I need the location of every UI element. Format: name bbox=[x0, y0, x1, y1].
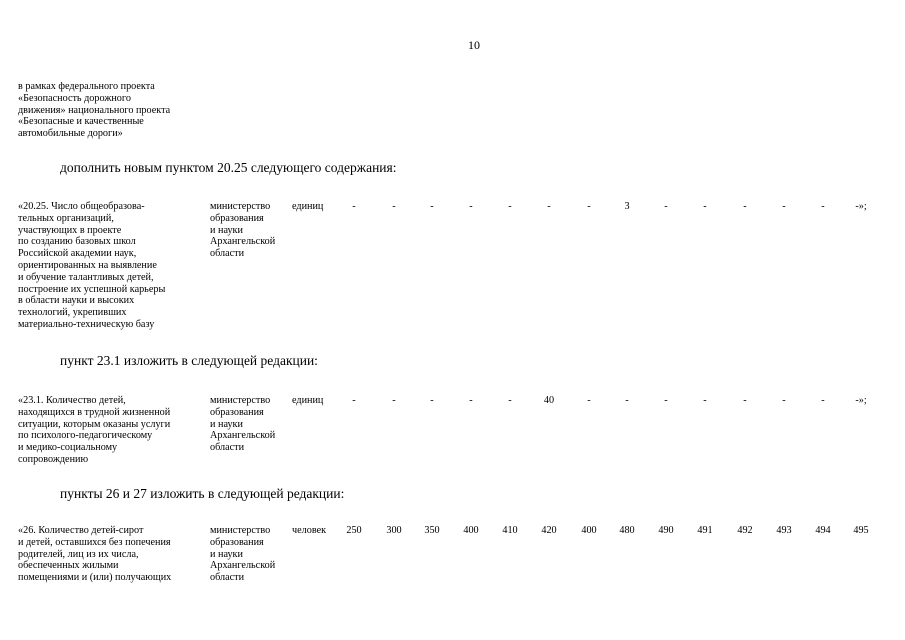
unit-cell: человек bbox=[292, 525, 327, 536]
responsible-ministry bbox=[210, 395, 275, 454]
ministry-line: Архангельской bbox=[210, 236, 276, 248]
indicator-name bbox=[18, 395, 170, 466]
value-cell: - bbox=[352, 395, 356, 406]
indicator-name-line: по созданию базовых школ bbox=[18, 236, 136, 248]
ministry-line: области bbox=[210, 572, 245, 584]
responsible-ministry bbox=[210, 201, 275, 260]
value-cell: - bbox=[430, 395, 434, 406]
value-cell: 493 bbox=[776, 525, 792, 536]
value-cell: 491 bbox=[697, 525, 713, 536]
ministry-line: области bbox=[210, 442, 245, 454]
heading-23-1: пункт 23.1 изложить в следующей редакции: bbox=[60, 353, 318, 368]
value-cell: - bbox=[821, 201, 825, 212]
value-cell: - bbox=[743, 395, 747, 406]
value-cell: 495 bbox=[853, 525, 869, 536]
unit-cell: единиц bbox=[292, 395, 324, 406]
indicator-name-line: помещениями и (или) получающих bbox=[18, 572, 172, 584]
ministry-line: министерство bbox=[210, 525, 271, 536]
ministry-line: и науки bbox=[210, 224, 243, 236]
indicator-name-line: родителей, лиц из их числа, bbox=[18, 548, 139, 560]
unit-cell: единиц bbox=[292, 201, 324, 212]
value-cell: - bbox=[625, 395, 629, 406]
value-cell: 400 bbox=[463, 525, 479, 536]
indicator-name-line: технологий, укрепивших bbox=[18, 307, 127, 319]
value-cell: - bbox=[508, 201, 512, 212]
value-cell: - bbox=[547, 201, 551, 212]
intro-line: «Безопасность дорожного bbox=[18, 92, 131, 104]
value-cell: - bbox=[587, 201, 591, 212]
indicator-name-line: и медико-социальному bbox=[18, 442, 118, 454]
value-cell: 420 bbox=[541, 525, 557, 536]
page-number: 10 bbox=[468, 38, 480, 52]
value-cell: - bbox=[508, 395, 512, 406]
value-cell: - bbox=[703, 201, 707, 212]
heading-add-20-25: дополнить новым пунктом 20.25 следующего содержания: bbox=[60, 160, 397, 175]
value-cell: 250 bbox=[346, 525, 362, 536]
value-cell: - bbox=[664, 395, 668, 406]
value-cell: - bbox=[430, 201, 434, 212]
indicator-name-line: участвующих в проекте bbox=[18, 224, 122, 236]
ministry-line: образования bbox=[210, 536, 264, 548]
intro-text bbox=[18, 81, 170, 140]
value-cell: 410 bbox=[502, 525, 518, 536]
heading-26-27: пункты 26 и 27 изложить в следующей редакции: bbox=[60, 486, 345, 501]
table-row bbox=[0, 395, 905, 485]
responsible-ministry bbox=[210, 525, 275, 584]
intro-line: движения» национального проекта bbox=[18, 104, 171, 116]
value-cell: - bbox=[821, 395, 825, 406]
value-cell: 492 bbox=[737, 525, 753, 536]
indicator-name-line: построение их успешной карьеры bbox=[18, 283, 166, 295]
ministry-line: министерство bbox=[210, 201, 271, 212]
indicator-name-line: Российской академии наук, bbox=[18, 248, 137, 260]
indicator-name-line: ориентированных на выявление bbox=[18, 259, 157, 271]
ministry-line: образования bbox=[210, 406, 264, 418]
value-cell: - bbox=[352, 201, 356, 212]
value-cell: 300 bbox=[386, 525, 402, 536]
indicator-name-line: «26. Количество детей-сирот bbox=[18, 525, 144, 536]
ministry-line: образования bbox=[210, 212, 264, 224]
value-cell: - bbox=[664, 201, 668, 212]
value-cell: - bbox=[392, 395, 396, 406]
indicator-name-line: «23.1. Количество детей, bbox=[18, 395, 126, 406]
value-cell: 350 bbox=[424, 525, 440, 536]
ministry-line: Архангельской bbox=[210, 430, 276, 442]
indicator-name bbox=[18, 201, 165, 331]
indicator-name-line: и детей, оставшихся без попечения bbox=[18, 536, 171, 548]
indicator-name-line: и обучение талантливых детей, bbox=[18, 271, 154, 283]
table-row bbox=[0, 201, 905, 351]
value-cell: 490 bbox=[658, 525, 674, 536]
value-cell: 480 bbox=[619, 525, 635, 536]
indicator-name-line: по психолого-педагогическому bbox=[18, 430, 153, 442]
ministry-line: Архангельской bbox=[210, 560, 276, 572]
intro-line: «Безопасные и качественные bbox=[18, 116, 144, 128]
value-cell: - bbox=[469, 395, 473, 406]
ministry-line: области bbox=[210, 248, 245, 260]
ministry-line: министерство bbox=[210, 395, 271, 406]
indicator-name-line: сопровождению bbox=[18, 453, 89, 465]
value-cell: - bbox=[587, 395, 591, 406]
intro-line: автомобильные дороги» bbox=[18, 128, 123, 140]
indicator-name-line: находящихся в трудной жизненной bbox=[18, 406, 171, 418]
value-cell: 494 bbox=[815, 525, 831, 536]
intro-line: в рамках федерального проекта bbox=[18, 81, 155, 92]
value-cell: - bbox=[743, 201, 747, 212]
value-cell: - bbox=[782, 395, 786, 406]
value-cell: 3 bbox=[624, 201, 630, 212]
ministry-line: и науки bbox=[210, 548, 243, 560]
value-cell: -»; bbox=[855, 201, 867, 212]
ministry-line: и науки bbox=[210, 418, 243, 430]
indicator-name-line: в области науки и высоких bbox=[18, 295, 135, 307]
value-cell: - bbox=[469, 201, 473, 212]
indicator-name-line: ситуации, которым оказаны услуги bbox=[18, 418, 171, 430]
value-cell: 40 bbox=[543, 395, 555, 406]
value-cell: 400 bbox=[581, 525, 597, 536]
table-row bbox=[0, 525, 905, 605]
value-cell: -»; bbox=[855, 395, 867, 406]
indicator-name-line: «20.25. Число общеобразова- bbox=[18, 201, 145, 212]
value-cell: - bbox=[782, 201, 786, 212]
value-cell: - bbox=[392, 201, 396, 212]
indicator-name bbox=[18, 525, 171, 584]
indicator-name-line: обеспеченных жилыми bbox=[18, 560, 119, 572]
indicator-name-line: тельных организаций, bbox=[18, 212, 114, 224]
value-cell: - bbox=[703, 395, 707, 406]
indicator-name-line: материально-техническую базу bbox=[18, 318, 155, 330]
